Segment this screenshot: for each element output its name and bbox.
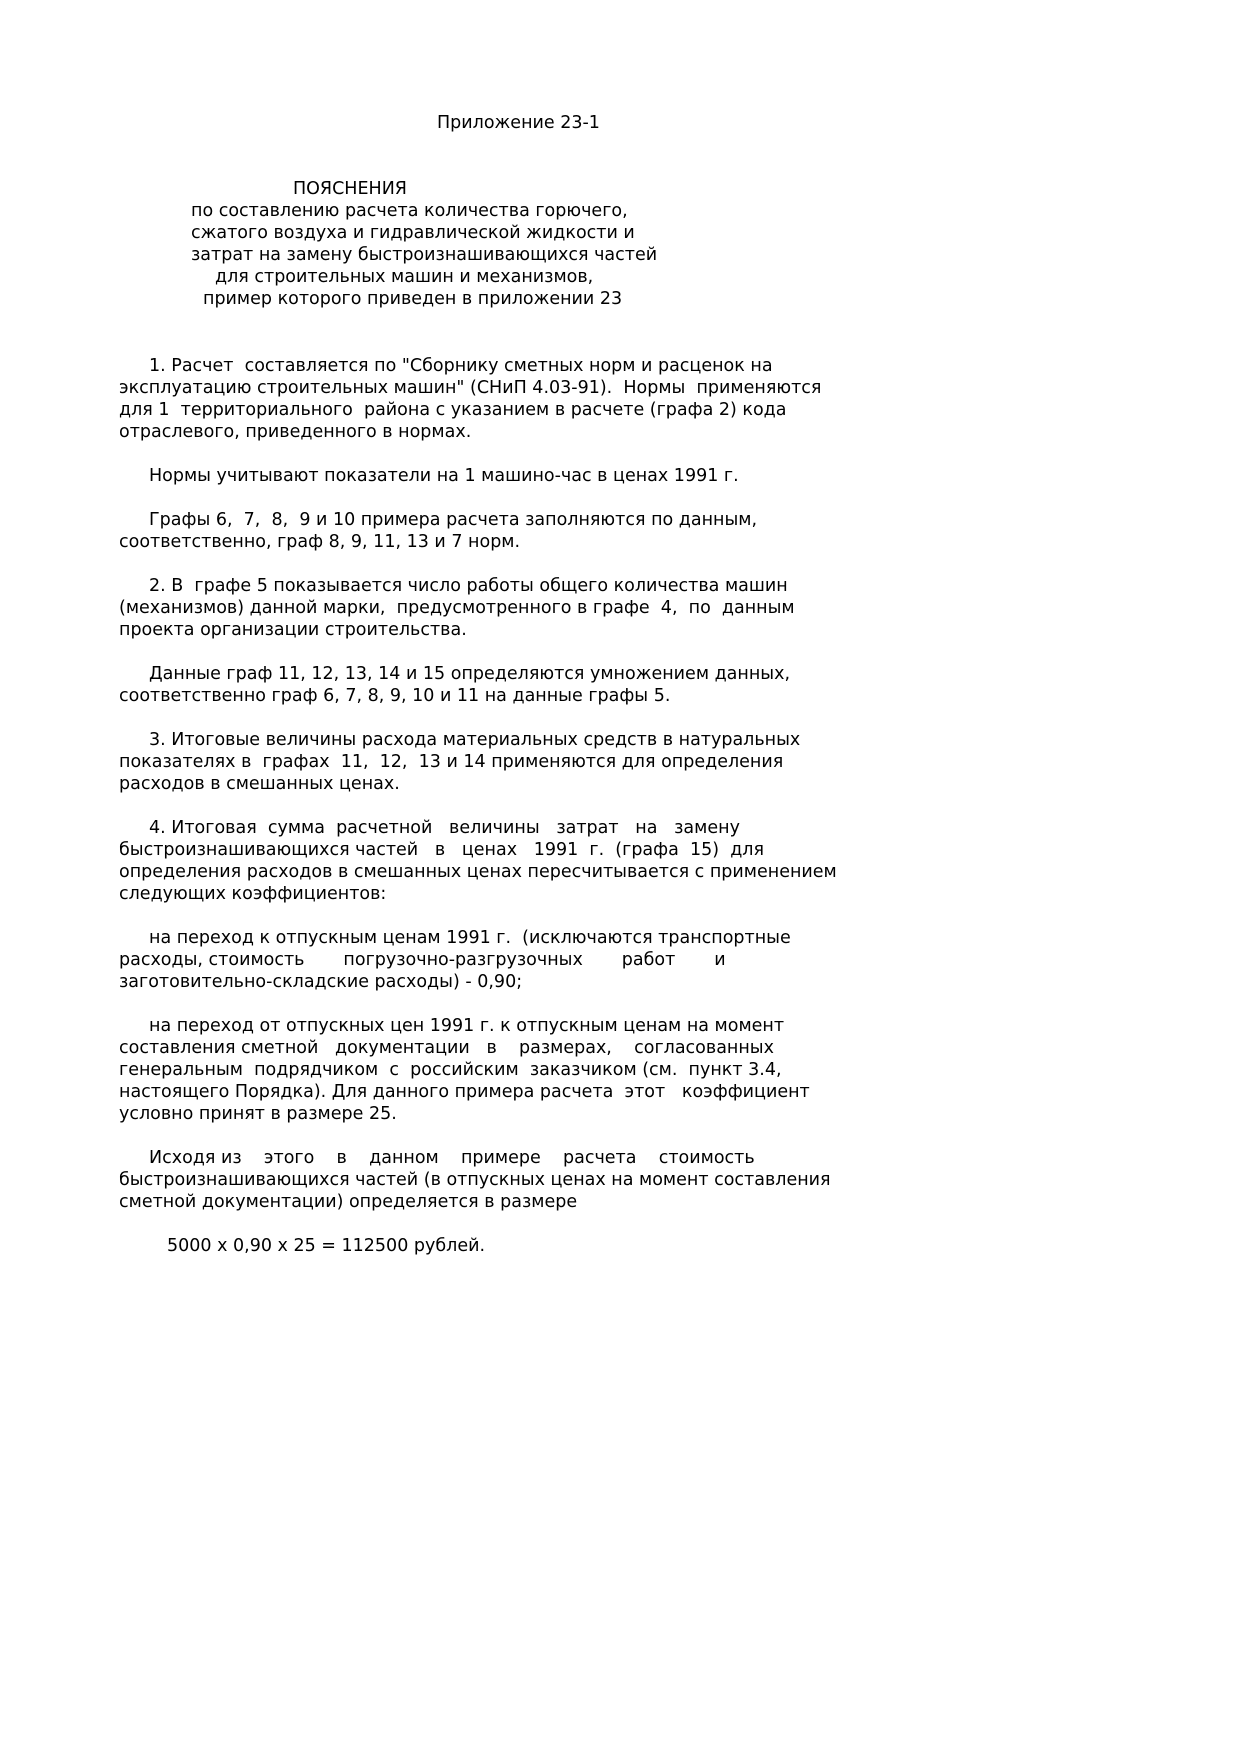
title-line: затрат на замену быстроизнашивающихся частей <box>191 245 658 265</box>
paragraph-line: Данные граф 11, 12, 13, 14 и 15 определяются умножением данных, <box>149 664 791 684</box>
paragraph-line: быстроизнашивающихся частей в ценах 1991 г. (графа 15) для <box>119 840 765 860</box>
paragraph-line: Графы 6, 7, 8, 9 и 10 примера расчета заполняются по данным, <box>149 510 758 530</box>
paragraph-line: составления сметной документации в размерах, согласованных <box>119 1038 774 1058</box>
paragraph-line: определения расходов в смешанных ценах пересчитывается с применением <box>119 862 837 882</box>
paragraph-line: расходов в смешанных ценах. <box>119 774 400 794</box>
paragraph-line: соответственно, граф 8, 9, 11, 13 и 7 норм. <box>119 532 521 552</box>
paragraph-line: Нормы учитывают показатели на 1 машино-час в ценах 1991 г. <box>149 466 739 486</box>
calculation-formula: 5000 х 0,90 х 25 = 112500 рублей. <box>167 1236 486 1256</box>
paragraph-line: 3. Итоговые величины расхода материальных средств в натуральных <box>149 730 801 750</box>
paragraph-line: показателях в графах 11, 12, 13 и 14 применяются для определения <box>119 752 784 772</box>
title-line: пример которого приведен в приложении 23 <box>203 289 623 309</box>
paragraph-line: на переход от отпускных цен 1991 г. к отпускным ценам на момент <box>149 1016 785 1036</box>
paragraph-line: 1. Расчет составляется по "Сборнику сметных норм и расценок на <box>149 356 773 376</box>
paragraph-line: сметной документации) определяется в размере <box>119 1192 578 1212</box>
paragraph-line: соответственно граф 6, 7, 8, 9, 10 и 11 на данные графы 5. <box>119 686 671 706</box>
paragraph-line: для 1 территориального района с указанием в расчете (графа 2) кода <box>119 400 787 420</box>
document-heading: ПОЯСНЕНИЯ <box>293 179 407 199</box>
paragraph-line: заготовительно-складские расходы) - 0,90; <box>119 972 523 992</box>
paragraph-line: 2. В графе 5 показывается число работы общего количества машин <box>149 576 788 596</box>
paragraph-line: расходы, стоимость погрузочно-разгрузочных работ и <box>119 950 726 970</box>
paragraph-line: генеральным подрядчиком с российским заказчиком (см. пункт 3.4, <box>119 1060 782 1080</box>
appendix-label: Приложение 23-1 <box>437 113 600 133</box>
title-line: по составлению расчета количества горючего, <box>191 201 628 221</box>
paragraph-line: на переход к отпускным ценам 1991 г. (исключаются транспортные <box>149 928 791 948</box>
paragraph-line: проекта организации строительства. <box>119 620 467 640</box>
paragraph-line: быстроизнашивающихся частей (в отпускных ценах на момент составления <box>119 1170 831 1190</box>
paragraph-line: условно принят в размере 25. <box>119 1104 397 1124</box>
paragraph-line: Исходя из этого в данном примере расчета стоимость <box>149 1148 755 1168</box>
paragraph-line: (механизмов) данной марки, предусмотренного в графе 4, по данным <box>119 598 795 618</box>
paragraph-line: отраслевого, приведенного в нормах. <box>119 422 472 442</box>
paragraph-line: 4. Итоговая сумма расчетной величины затрат на замену <box>149 818 740 838</box>
title-line: для строительных машин и механизмов, <box>215 267 594 287</box>
title-line: сжатого воздуха и гидравлической жидкости и <box>191 223 635 243</box>
paragraph-line: следующих коэффициентов: <box>119 884 387 904</box>
paragraph-line: эксплуатацию строительных машин" (СНиП 4.03-91). Нормы применяются <box>119 378 822 398</box>
paragraph-line: настоящего Порядка). Для данного примера расчета этот коэффициент <box>119 1082 810 1102</box>
